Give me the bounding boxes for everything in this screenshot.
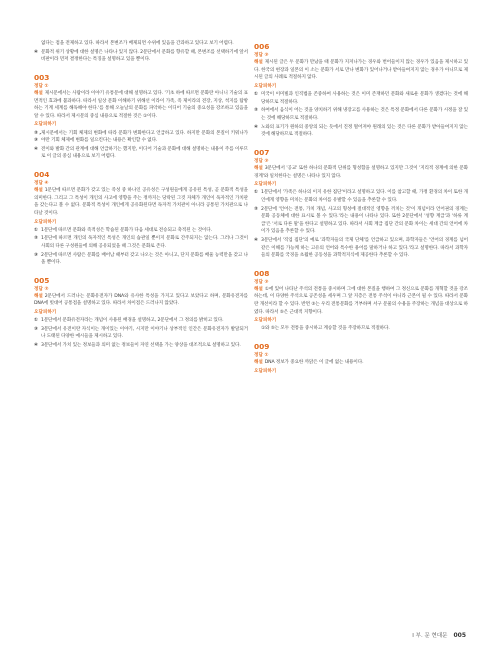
answer-line: 정답 ③: [254, 158, 269, 164]
wrong-answer-label: 오답피하기: [34, 219, 57, 225]
page-footer: [412, 631, 466, 639]
list-item: ②, ③ 제시문에서는 기회 체제의 변화에 따라 문화가 변화한다고 언급하고 있다. 하지만 문화의 본질이 키워나가야만 기회 체제에 변화를 일으킨다는 내용은 확인할 수 없다.: [34, 130, 248, 144]
wrong-answer-label: 오답피하기: [254, 83, 277, 89]
explanation: 해설 제시된 글은 두 문화가 만났을 때 문화가 지져나가는 경우와 번어들이지 않는 경우가 있음을 제시하고 있다. 한국의 현장과 일본의 이 소는 문화가 서로 만나 변화가 있어나거나 받아들여지지 않는 경우가 아니므로 제시된 글의 사례로 적절하지 않다.: [254, 60, 468, 81]
wrong-answer-label: 오답피하기: [34, 310, 57, 316]
wrong-answer-label: 오답피하기: [254, 318, 277, 324]
question-009: [254, 342, 468, 375]
list-item: ② 1문단에 따르면 개인의 독자적인 특성은 개인의 습관일 뿐이지 문화로 간주되지는 않는다. 그러나 그것이 사회의 다른 구성원들에 의해 공유되었을 때 그것은 문화로 존다.: [34, 236, 248, 249]
list-item: ① 1문단에 따르면 문화와 즉적성은 학습된 문화가 다음 세대로 전승되고 축적된 는 것이다.: [34, 227, 212, 233]
question-006: [254, 42, 468, 139]
question-005: [34, 276, 248, 350]
explanation: 해설 DNA 정보가 중요한 까닭은 이 글에 없는 내용이다.: [254, 360, 364, 366]
answer-line: 정답 ③: [254, 279, 269, 285]
question-number: 004: [34, 169, 50, 179]
right-column: [254, 40, 468, 384]
list-item: ③ 3문단에서 유전이란 자식이는 개이있는 이야기, 시지만 이야기나 상부적인 인간은 문화유전자가 발달되거나 도태된 다양한 예시들을 제시하고 있다.: [34, 326, 248, 340]
list-item: ①와 ⑤는 모두 전통을 중시하고 계승할 것을 주장하므로 적절하다.: [261, 326, 390, 332]
answer-line: 정답 ①: [34, 83, 49, 89]
explanation: 해설 ①에 있어 나타난 주석의 전통을 중시하며 그에 대한 본질을 행하여 그 정신으로 문화를 개혁할 것을 강조하는데, 이 다양한 주석으로 공존성을 세우며 그 앞 지층은 전통 주석이 아니라 근본이 될 수 있다. 따라서 문화란 개선이라 할 수 있다. 반면 ⑤는 우리 전통문화를 거부하며 서구 문물의 수용을 주장하는 개념을 대상으로 하였다. 따라서 ⑤은 근대적 지향이다.: [254, 286, 468, 315]
list-item: ① 1문단에서 '가족은 하나의 이지 유한 집단'이라고 설명하고 있다. 이를 참고할 때, 가정 환경의 차이 또한 개인에게 영향을 미치는 문화의 차이를 유발할 수 있음을 추론할 수 있다.: [254, 190, 468, 203]
list-item: ④ 3문단에서 '직업 집단'의 예로 '과학자들의 국제 단체'를 언급하고 있으며, 과학자들은 '언어의 경계를 넘어 같은 이해를 가능케 하는 고유의 언어와 특수한 용어를 말하거나 하고 있다.'라고 설명한다. 따라서 과학자들의 문화를 국경을 초월한 공동성을 과학적지식에 제공한다 추론할 수 있다.: [254, 237, 468, 259]
list-item: ③ 2문단에 따르면 사람은 문화를 배어남 때부터 갖고 나오는 것은 아니고, 단지 문화를 배울 능력만을 갖고 나올 뿐이다.: [34, 252, 248, 266]
answer-line: 정답 ③: [254, 53, 269, 58]
question-number: 007: [254, 147, 270, 157]
list-item: ④ 3문단에서 가치 있는 정보들과 의미 없는 정보들이 자연 선택을 가는 양상을 대조적으로 설명하고 있다.: [34, 343, 241, 349]
section-label: I 부. 문 현대문: [412, 633, 448, 639]
question-004: [34, 170, 248, 267]
explanation: 해설 1문단에 따르면 문화가 갖고 있는 즉성 중 하나인 공유성은 구성원들에게 공유된 특성, 곧 문화적 특성을 의미한다. 그리고 그 특성이 개인의 사고에 영향을 주는 정까지는 당락된 그것 자체가 개인이 독자적인 가치관을 갖는다고 볼 수 없다. 문화적 특성이 개인에게 공유화된다면 독자적 가치관이 아니라 공통된 가치관으로 나타날 것이다.: [34, 188, 248, 216]
explanation: 해설 3문단에서 '공교' 또한 하나의 문화적 단위를 형성함을 설명하고 있지만 그것이 '지리적 경계에 의한 문화 경계'와 일치한다는 설명은 나타나 있지 않다.: [254, 165, 468, 179]
list-item: ② 하여에서 음식이 어는 것을 양치하기 위해 냉장고를 사용하는 것은 특정 문화에서 다른 문화가 시정을 잘 있는 것에 해당하므로 적절하다.: [254, 108, 468, 121]
list-item: ① 1문단에서 문화유전자라는 개념이 사용된 배경을 설명하고, 2문단에서 그 정의를 밝히고 있다.: [34, 318, 224, 324]
explanation: 해설 2문단에서 드러나는 문화유전자가 DNA와 유사한 특성을 가지고 있다고 보았다고 하며, 문화유전자를 DNA에 빗대어 공통점을 설명하고 있다. 따라서 차이점은 드러나지 않았다.: [34, 293, 248, 307]
question-number: 009: [254, 342, 270, 352]
wrong-answer-label: 오답피하기: [254, 182, 277, 188]
wrong-answer-label: 오답피하기: [254, 368, 277, 374]
explanation: 해설 제시문에서는 사람이라 이야기 유통문에 대해 설명하고 있다. '기초 하에 따르면 문화란 아니니 기술의 표면적인 효과에 불과하다. 따라서 일상 문화 이해하기 위해선 이라이 가족, 즉 제이라의 전장, 지상, 척지를 탐방하는 기계 세계를 해독해야 한다.'를 통해 오늘날의 문화를 파악하는 이디어 기술의 중요성을 강조하고 있음을 알 수 있다. 따라서 제시문의 중심 내용으로 적절한 것은 ①이다.: [34, 90, 248, 119]
page-number: 005: [453, 631, 466, 639]
question-number: 005: [34, 275, 50, 285]
question-number: 003: [34, 72, 50, 82]
left-column: [34, 40, 248, 359]
question-008: [254, 269, 468, 333]
list-item: ① 미국이 이미빌과 인직법을 존중하여 사용하는 것은 이미 존재하던 문화와 새로운 문화가 생겼다는 것에 해당하므로 적절하다.: [254, 92, 468, 105]
answer-line: 정답 ④: [34, 180, 49, 186]
list-item: ④ 노와의 표기가 원하의 중앙의 되는 듯에서 진정 떨어져야 원래의 있는 것은 다른 문화가 받아들여지지 않는 것에 해당하므로 적절하다.: [254, 124, 468, 138]
list-item: ④ 전이와 발화 간의 관계에 대해 언급하기는 했지만, 이디어 기술과 문화에 대해 설명하는 내용이 주를 이루므로 이 글의 중심 내용으로 보기 어렵다.: [34, 146, 248, 160]
continued-block: [34, 40, 248, 64]
list-item: 없다는 점을 전제하고 있다. 따라서 본변조가 배제되면 수위에 있음을 간과하고 있다고 보기 어렵다.: [41, 41, 234, 46]
list-item: ② 2문단에 '언어는 전통, 가치 개념, 사고의 형성에 절대적인 영향을 끼치는 것'이 개념이라 언어권의 경계는 문화 공동체에 대한 표시로 볼 수 있다.'라는 내용이 나타나 있다. 또한 2문단에서 '성향 계급'과 '하류 계급'은 '서로 다른 말'을 한다고 설명하고 있다. 따라서 사회 계급 집단 간의 문화 차이는 세대 간의 언어에 차이가 있음을 추론할 수 있다.: [254, 206, 468, 235]
answer-line: 정답 ②: [34, 286, 49, 292]
question-003: [34, 73, 248, 161]
question-number: 008: [254, 268, 270, 278]
question-number: 006: [254, 42, 270, 51]
wrong-answer-label: 오답피하기: [34, 122, 57, 128]
answer-line: 정답 ①: [254, 353, 269, 359]
question-007: [254, 148, 468, 260]
list-item: ④ 문화적 위기 상황에 대한 설명은 나타나 있지 않다. 2문단에서 문화를 향유할 때, 본변조를 선택하기에 앞서 비판이라 먼저 결정한다는 특징을 설명하고 있을 뿐이다.: [34, 49, 248, 63]
